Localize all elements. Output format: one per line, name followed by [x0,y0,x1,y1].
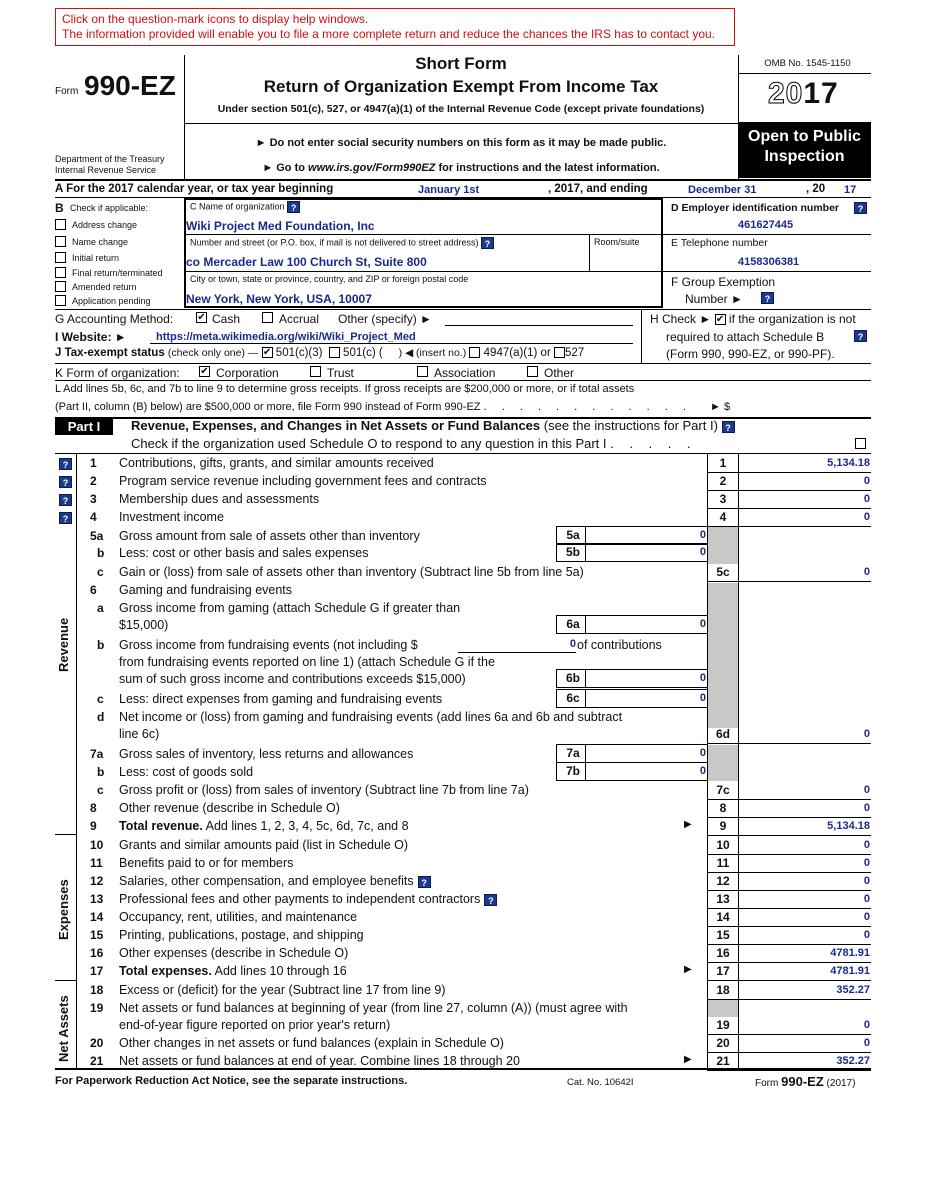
amount-field[interactable]: 0 [863,1037,870,1049]
city-label: City or town, state or province, country, and ZIP or foreign postal code [190,274,469,284]
line-text [119,747,413,761]
amount-field[interactable]: 4781.91 [830,947,870,959]
line-text [119,819,409,833]
org-name[interactable]: Wiki Project Med Foundation, Inc [186,219,375,233]
schedule-b-checkbox[interactable]: ✔ [715,314,725,326]
inner-amount-field[interactable]: 0 [699,672,706,684]
line-l-text2: (Part II, column (B) below) are $500,000 or more, file Form 990 instead of Form 990-EZ . . . . . . . . . . . . [55,401,692,413]
line-text-body: Salaries, other compensation, and employee benefits [119,874,414,888]
corporation-checkbox[interactable]: ✔ [200,366,209,377]
line-text-body: Net assets or fund balances at beginning of year (from line 27, column (A)) (must agree with [119,1001,628,1015]
org-name-label: C Name of organization ? [190,201,300,213]
section-b-checkbox[interactable] [55,236,66,247]
line-h-text3: (Form 990, 990-EZ, or 990-PF). [666,347,835,361]
amount-field[interactable]: 0 [863,911,870,923]
line-text [119,801,340,815]
section-b-checkbox[interactable] [55,267,66,278]
trust-checkbox[interactable] [310,366,321,377]
amount-field[interactable]: 5,134.18 [827,457,870,469]
line-text-body: Net assets or fund balances at end of year. Combine lines 18 through 20 [119,1054,520,1068]
inner-amount-field[interactable]: 0 [699,692,706,704]
line-text [119,765,253,779]
line-number: c [97,783,104,797]
line-box-number: 5c [716,565,730,579]
line-box-number: 4 [719,510,727,524]
inner-box-frame [556,762,708,781]
other-method-label: Other (specify) ► [338,312,432,326]
amount-field[interactable]: 0 [863,784,870,796]
website-label: I Website: ► [55,330,127,344]
amount-field[interactable]: 0 [863,493,870,505]
website-url[interactable]: https://meta.wikimedia.org/wiki/Wiki_Project_Med [156,331,416,343]
inner-box-frame [556,543,708,562]
line-text-body: Add lines 1, 2, 3, 4, 5c, 6d, 7c, and 8 [202,819,409,833]
line-number: 16 [90,946,104,960]
part1-tag: Part I [55,418,113,435]
inner-line-box: 7b [565,764,580,778]
form-subtitle: Under section 501(c), 527, or 4947(a)(1) of the Internal Revenue Code (except private foundations) [217,103,705,115]
line-text [119,838,408,852]
trust-label: Trust [327,366,354,380]
shaded-area [708,745,738,781]
open-to-public-badge: Open to Public Inspection [738,122,871,178]
line-text-body: Other changes in net assets or fund balances (explain in Schedule O) [119,1036,504,1050]
line-text-body: Other revenue (describe in Schedule O) [119,801,340,815]
line-box-number: 13 [716,892,730,906]
association-checkbox[interactable] [417,366,428,377]
line-text [119,1001,628,1015]
line-number: b [97,638,105,652]
section-b-checkbox[interactable] [55,252,66,263]
amount-field[interactable]: 5,134.18 [827,820,870,832]
line-number: 20 [90,1036,104,1050]
inner-line-box: 5b [565,545,580,559]
phone-value[interactable]: 4158306381 [738,256,800,268]
tax-year-end[interactable]: December 31 [688,184,757,196]
help-icon[interactable]: ? [287,201,300,213]
amount-field[interactable]: 0 [863,802,870,814]
tax-year-end-yr[interactable]: 17 [844,184,857,196]
phone-label: E Telephone number [671,237,768,249]
schedule-o-checkbox[interactable] [855,438,866,449]
line-number: 14 [90,910,104,924]
line-text-body: Less: cost or other basis and sales expenses [119,546,369,560]
line-number: a [97,601,104,615]
line-box-number: 7c [716,783,730,797]
line-box-number: 12 [716,874,730,888]
line-text [119,510,224,524]
amount-field[interactable]: 0 [863,511,870,523]
line-text-body: Grants and similar amounts paid (list in Schedule O) [119,838,409,852]
line-number: 11 [90,856,103,870]
line-text-body: Membership dues and assessments [119,492,320,506]
org-street[interactable]: co Mercader Law 100 Church St, Suite 800 [186,255,427,269]
line-box-number: 3 [719,492,727,506]
inner-box-frame [556,669,708,688]
amount-field[interactable]: 0 [863,929,870,941]
group-exemption-label: F Group Exemption [671,275,776,289]
line-number: 12 [90,874,104,888]
corporation-label: Corporation [216,366,279,380]
line-number: b [97,765,105,779]
inner-line-box: 6b [565,671,580,685]
line-number: 13 [90,892,104,906]
line-a-mid: , 2017, and ending [548,183,648,195]
line-number: 1 [90,456,97,470]
help-icon[interactable]: ? [722,421,735,433]
footer-notice: For Paperwork Reduction Act Notice, see the separate instructions. [55,1075,408,1087]
omb-number: OMB No. 1545-1150 [764,58,851,69]
tax-year: 2017 [768,77,839,110]
help-icon[interactable]: ? [854,330,867,342]
line-box-number: 20 [716,1036,730,1050]
amount-field[interactable]: 4781.91 [830,965,870,977]
line-text [119,892,497,906]
line-number: 2 [90,474,97,488]
line-number: 7a [90,747,104,761]
line-text-body: Add lines 10 through 16 [211,964,347,978]
inner-line-box: 5a [566,528,580,542]
section-b-item-label: Application pending [72,296,151,306]
ein-label: D Employer identification number [671,202,840,214]
line-text-cont: end-of-year figure reported on prior year's return) [119,1018,391,1032]
line-text-cont: line 6c) [119,727,160,741]
help-icon[interactable]: ? [854,202,867,214]
form-label: Form [55,86,79,97]
amount-field[interactable]: 0 [863,566,870,578]
accrual-label: Accrual [279,312,320,326]
irs-url-note: ► Go to www.irs.gov/Form990EZ for instructions and the latest information. [262,162,660,174]
help-icon[interactable]: ? [481,237,494,249]
section-b-item-label: Initial return [72,253,120,263]
cash-checkbox[interactable]: ✔ [197,312,206,323]
other-org-checkbox[interactable] [527,366,538,377]
inner-line-box: 7a [566,746,580,760]
line-box-number: 19 [716,1018,730,1032]
form-number: 990-EZ [84,70,176,101]
other-org-label: Other [544,366,575,380]
amount-field[interactable]: 0 [863,475,870,487]
inner-amount-field[interactable]: 0 [699,546,706,558]
line-text [119,928,364,942]
line-number: 18 [90,983,104,997]
line-number: 10 [90,838,104,852]
shaded-area [708,999,738,1017]
cash-label: Cash [212,312,241,326]
inner-box-frame [556,744,708,763]
line-number: 19 [90,1001,104,1015]
line-box-number: 15 [716,928,730,942]
line-text-body: Gross profit or (loss) from sales of inventory (Subtract line 7b from line 7a) [119,783,529,797]
line-box-number: 8 [719,801,727,815]
line-text-cont: from fundraising events reported on line 1) (attach Schedule G if the [119,655,495,669]
amount-field[interactable]: 0 [863,728,870,740]
line-j: J Tax-exempt status (check only one) — ✔ 501(c)(3) 501(c) ( ) ◀ (insert no.) 4947(a)(1) or 527 [55,347,585,359]
line-text-body: Net income or (loss) from gaming and fundraising events (add lines 6a and 6b and subtract [119,710,623,724]
tax-year-begin[interactable]: January 1st [418,184,480,196]
line-text-body: Gross amount from sale of assets other than inventory [119,529,420,543]
dept-line1: Department of the Treasury [55,154,165,164]
expenses-side-label: Expenses [56,879,71,940]
arrow-icon: ▶ [684,1054,692,1065]
irs-url[interactable]: www.irs.gov/Form990EZ [308,162,436,174]
help-icon[interactable]: ? [59,476,72,488]
527-checkbox[interactable] [554,347,565,358]
help-icon[interactable]: ? [484,894,497,906]
4947-checkbox[interactable] [469,347,480,358]
inner-line-box: 6a [566,617,580,631]
line-text [119,1054,520,1068]
line-l-arrow: ► $ [710,401,731,413]
line-text [119,692,442,706]
line-text [119,601,460,615]
inner-box-frame [556,615,708,634]
line-number: 5a [90,529,104,543]
line-box-number: 16 [716,946,730,960]
line-text-body: Professional fees and other payments to independent contractors [119,892,481,906]
line-text [119,456,434,470]
help-notice-line1: Click on the question-mark icons to display help windows. [62,12,369,26]
association-label: Association [434,366,496,380]
line-box-number: 9 [719,819,727,833]
line-box-number: 11 [716,856,730,870]
accounting-method-label: G Accounting Method: [55,312,174,326]
amount-field[interactable]: 0 [863,857,870,869]
line-text-body: Investment income [119,510,224,524]
line-box-number: 18 [716,983,730,997]
line-number: c [97,692,104,706]
line-text [119,474,487,488]
ssn-note: ► Do not enter social security numbers on this form as it may be made public. [255,137,667,149]
line-text-body: Contributions, gifts, grants, and similar amounts received [119,456,434,470]
help-notice [55,8,735,46]
line-l-text1: L Add lines 5b, 6c, and 7b to line 9 to determine gross receipts. If gross receipts are $200,000 or more, or if total assets [55,383,635,395]
inner-amount-field[interactable]: 0 [699,747,706,759]
street-label: Number and street (or P.O. box, if mail is not delivered to street address) ? [190,237,494,249]
amount-field[interactable]: 0 [863,1019,870,1031]
amount-field[interactable]: 0 [863,893,870,905]
line-text-body: Gaming and fundraising events [119,583,293,597]
line-number: 6 [90,583,97,597]
section-b-item-label: Address change [72,220,138,230]
line-number: d [97,710,105,724]
line-number: b [97,546,105,560]
help-notice-line2: The information provided will enable you to file a more complete return and reduce the chances the IRS has to contact you. [62,27,716,41]
arrow-icon: ▶ [684,964,692,975]
line-number: 8 [90,801,97,815]
line-text [119,946,348,960]
line-number: 17 [90,964,104,978]
check-if-applicable: Check if applicable: [70,203,149,213]
inner-line-box: 6c [566,691,580,705]
line-text [119,1036,504,1050]
inner-amount-field[interactable]: 0 [699,529,706,541]
part1-check-text: Check if the organization used Schedule O to respond to any question in this Part I . . . . . [131,436,697,451]
line-box-number: 21 [716,1054,730,1068]
revenue-side-label: Revenue [56,617,71,672]
line-text-body: Less: direct expenses from gaming and fundraising events [119,692,443,706]
line-a-yr-pre: , 20 [806,183,826,195]
ein-value[interactable]: 461627445 [738,219,794,231]
contributions-amount[interactable]: 0 [569,638,576,650]
contributions-suffix: of contributions [577,638,662,652]
line-text-bold: Total expenses. [119,964,212,978]
room-suite-label: Room/suite [594,237,640,247]
line-box-number: 2 [719,474,727,488]
line-text-cont: sum of such gross income and contributions exceeds $15,000) [119,672,466,686]
line-text [119,565,584,579]
inner-amount-field[interactable]: 0 [699,765,706,777]
501c3-checkbox[interactable]: ✔ [262,347,272,359]
org-city[interactable]: New York, New York, USA, 10007 [186,292,372,306]
accrual-checkbox[interactable] [262,312,273,323]
amount-field[interactable]: 352.27 [836,984,870,996]
line-text [119,910,357,924]
line-text [119,874,431,888]
help-icon[interactable]: ? [761,292,774,304]
line-text-body: Printing, publications, postage, and shipping [119,928,364,942]
line-number: 9 [90,819,97,833]
help-icon[interactable]: ? [59,458,72,470]
short-form-title: Short Form [415,54,507,73]
line-number: 21 [90,1054,104,1068]
line-text [119,710,622,724]
line-text-body: Gross income from gaming (attach Schedule G if greater than [119,601,461,615]
section-b-label: B [55,201,64,215]
amount-field[interactable]: 0 [863,875,870,887]
amount-field[interactable]: 352.27 [836,1055,870,1067]
section-b-checkbox[interactable] [55,281,66,292]
line-a-label: A For the 2017 calendar year, or tax year beginning [55,183,334,195]
line-text [119,856,293,870]
line-text [119,583,292,597]
line-number: 3 [90,492,97,506]
line-h-text2: required to attach Schedule B [666,330,825,344]
net-assets-side-label: Net Assets [56,995,71,1062]
inner-box-frame [556,689,708,708]
line-text [119,983,446,997]
line-text-body: Program service revenue including government fees and contracts [119,474,487,488]
line-box-number: 14 [716,910,730,924]
line-text-bold: Total revenue. [119,819,203,833]
section-b-item-label: Final return/terminated [72,268,163,278]
line-text-body: Gain or (loss) from sale of assets other than inventory (Subtract line 5b from line 5a) [119,565,584,579]
line-text [119,783,529,797]
form-of-org-label: K Form of organization: [55,366,180,380]
line-text [119,638,418,652]
line-box-number: 6d [715,727,730,741]
section-b-item-label: Name change [72,237,129,247]
dept-line2: Internal Revenue Service [55,165,157,175]
amount-field[interactable]: 0 [863,839,870,851]
line-h-text1: H Check ► ✔ if the organization is not [650,312,856,326]
line-text-body: Less: cost of goods sold [119,765,254,779]
section-b-item-label: Amended return [72,282,137,292]
line-text-cont: $15,000) [119,618,169,632]
line-number: 15 [90,928,104,942]
line-box-number: 17 [716,964,730,978]
line-text-body: Other expenses (describe in Schedule O) [119,946,349,960]
inner-amount-field[interactable]: 0 [699,618,706,630]
section-b-checkbox[interactable] [55,295,66,306]
part1-title: Revenue, Expenses, and Changes in Net Assets or Fund Balances (see the instructions for Part I) ? [131,418,735,433]
line-box-number: 1 [719,456,727,470]
line-text [119,492,319,506]
help-icon[interactable]: ? [418,876,431,888]
help-icon[interactable]: ? [59,512,72,524]
line-box-number: 10 [716,838,730,852]
shaded-area [708,527,738,564]
arrow-icon: ▶ [684,819,692,830]
footer-form: Form 990-EZ (2017) [755,1074,856,1089]
group-exemption-label2: Number ► [685,292,743,306]
line-text-body: Occupancy, rent, utilities, and maintenance [119,910,358,924]
501c-checkbox[interactable] [329,347,340,358]
line-text-body: Gross income from fundraising events (not including $ [119,638,418,652]
line-text-body: Excess or (deficit) for the year (Subtract line 17 from line 9) [119,983,446,997]
line-number: c [97,565,104,579]
shaded-area [708,583,738,728]
cat-number: Cat. No. 10642I [567,1077,634,1088]
section-b-checkbox[interactable] [55,219,66,230]
line-text-body: Gross sales of inventory, less returns and allowances [119,747,414,761]
line-text-body: Benefits paid to or for members [119,856,294,870]
line-text [119,964,347,978]
line-text [119,529,420,543]
help-icon[interactable]: ? [59,494,72,506]
line-number: 4 [90,510,97,524]
form-title: Return of Organization Exempt From Income Tax [263,77,659,96]
line-text [119,546,368,560]
